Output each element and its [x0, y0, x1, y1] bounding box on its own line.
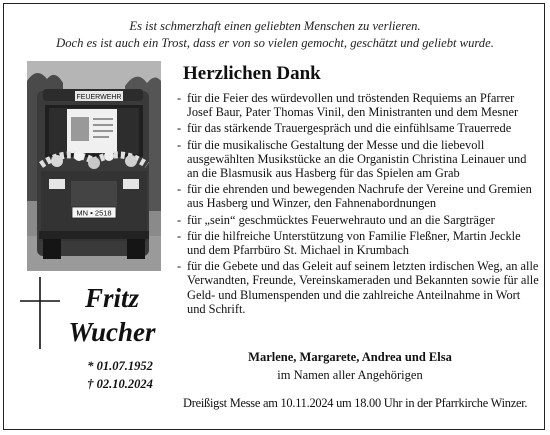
license-plate: MN ▪ 2518 — [76, 208, 112, 218]
birth-date: * 01.07.1952 — [87, 359, 153, 373]
thanks-item: - für die ehrenden und bewegenden Nachrufe der Vereine und Gremien aus Hasberg und Winzer, den Fahnenabordnungen — [174, 182, 539, 210]
truck-roof-sign: FEUERWEHR — [76, 94, 122, 101]
last-name: Wucher — [68, 317, 156, 347]
death-date: † 02.10.2024 — [87, 377, 153, 391]
thanks-item: - für die Gebete und das Geleit auf seinem letzten irdischen Weg, an alle Verwandten, Freunde, Vereinskameraden und Bekannten sowie für alle Geld- und Blumenspenden und die zahlreiche Anteilnahme in Wort und Schrift. — [174, 259, 539, 316]
fire-truck-illustration — [27, 61, 161, 271]
thanks-item: - für die Feier des würdevollen und tröstenden Requiems an Pfarrer Josef Baur, Pater Thomas Vinil, den Ministranten und dem Mesner — [174, 91, 539, 119]
life-dates — [60, 357, 180, 393]
signer-names: Marlene, Margarete, Andrea und Elsa — [248, 350, 452, 364]
deceased-name — [50, 281, 174, 349]
thanks-list — [174, 91, 539, 318]
first-name: Fritz — [84, 283, 140, 313]
fire-truck-photo — [27, 61, 161, 271]
quote-block — [0, 18, 550, 52]
quote-line-2: Doch es ist auch ein Trost, dass er von so vielen gemocht, geschätzt und geliebt wurde. — [56, 36, 494, 50]
thanks-heading: Herzlichen Dank — [183, 63, 321, 84]
signers-block — [190, 348, 510, 384]
quote-line-1: Es ist schmerzhaft einen geliebten Menschen zu verlieren. — [129, 19, 421, 33]
thanks-item: - für „sein“ geschmücktes Feuerwehrauto und an die Sargträger — [174, 213, 539, 227]
memorial-mass-note: Dreißigst Messe am 10.11.2024 um 18.00 Uhr in der Pfarrkirche Winzer. — [183, 396, 528, 410]
thanks-item: - für die musikalische Gestaltung der Messe und die liebevoll ausgewählten Musikstücke an die Organistin Christina Leinauer und an die Blasmusik aus Hasberg für das Spielen am Grab — [174, 138, 539, 181]
signer-subtitle: im Namen aller Angehörigen — [277, 368, 423, 382]
thanks-item: - für das stärkende Trauergespräch und die einfühlsame Trauerrede — [174, 121, 539, 135]
thanks-item: - für die hilfreiche Unterstützung von Familie Fleßner, Martin Jeckle und dem Pfarrbüro St. Michael in Krumbach — [174, 229, 539, 257]
